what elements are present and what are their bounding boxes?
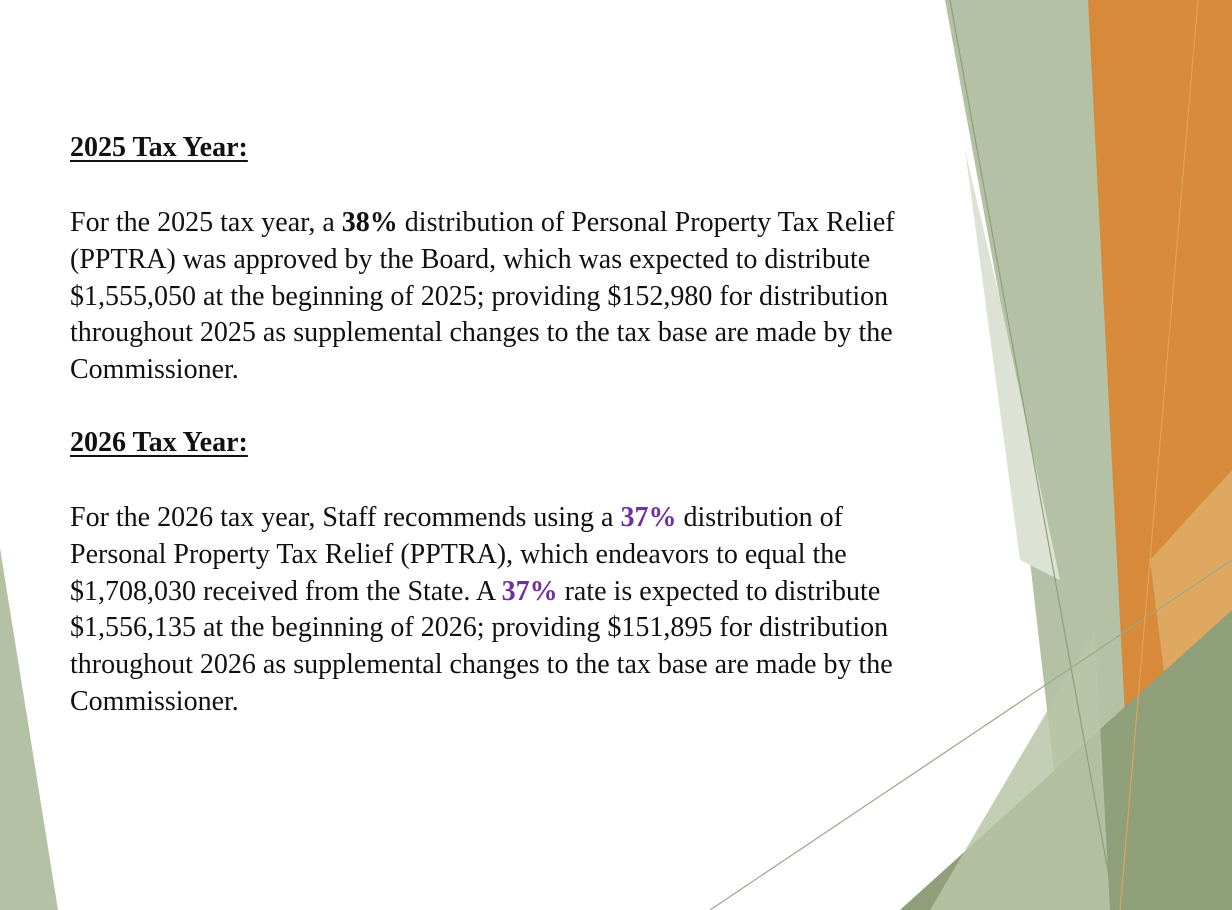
text-line: Commissioner.: [70, 685, 239, 717]
text-line: Personal Property Tax Relief (PPTRA), which endeavors to equal the: [70, 538, 847, 570]
percentage-37: 37%: [620, 502, 677, 533]
text-line: (PPTRA) was approved by the Board, which was expected to distribute: [70, 243, 871, 275]
text-line: throughout 2025 as supplemental changes to the tax base are made by the: [70, 317, 893, 349]
text-line: $1,555,050 at the beginning of 2025; providing $152,980 for distribution: [70, 280, 889, 312]
left-sage-triangle: [0, 548, 58, 910]
heading-2025-tax-year: 2025 Tax Year:: [70, 132, 248, 163]
text-line: Commissioner.: [70, 354, 239, 386]
text-line: throughout 2026 as supplemental changes to the tax base are made by the: [70, 649, 893, 681]
paragraph-2025: [70, 205, 895, 389]
percentage-38: 38%: [341, 207, 398, 238]
text-line: $1,708,030 received from the State. A 37% rate is expected to distribute: [70, 575, 881, 607]
text-line: $1,556,135 at the beginning of 2026; providing $151,895 for distribution: [70, 612, 889, 644]
text-line: For the 2025 tax year, a 38% distribution of Personal Property Tax Relief: [70, 207, 895, 238]
text-line: For the 2026 tax year, Staff recommends using a 37% distribution of: [70, 502, 843, 533]
percentage-37: 37%: [501, 575, 558, 607]
lower-light-triangle: [930, 630, 1110, 910]
heading-2026-tax-year: 2026 Tax Year:: [70, 427, 248, 458]
paragraph-2026: [70, 500, 893, 721]
